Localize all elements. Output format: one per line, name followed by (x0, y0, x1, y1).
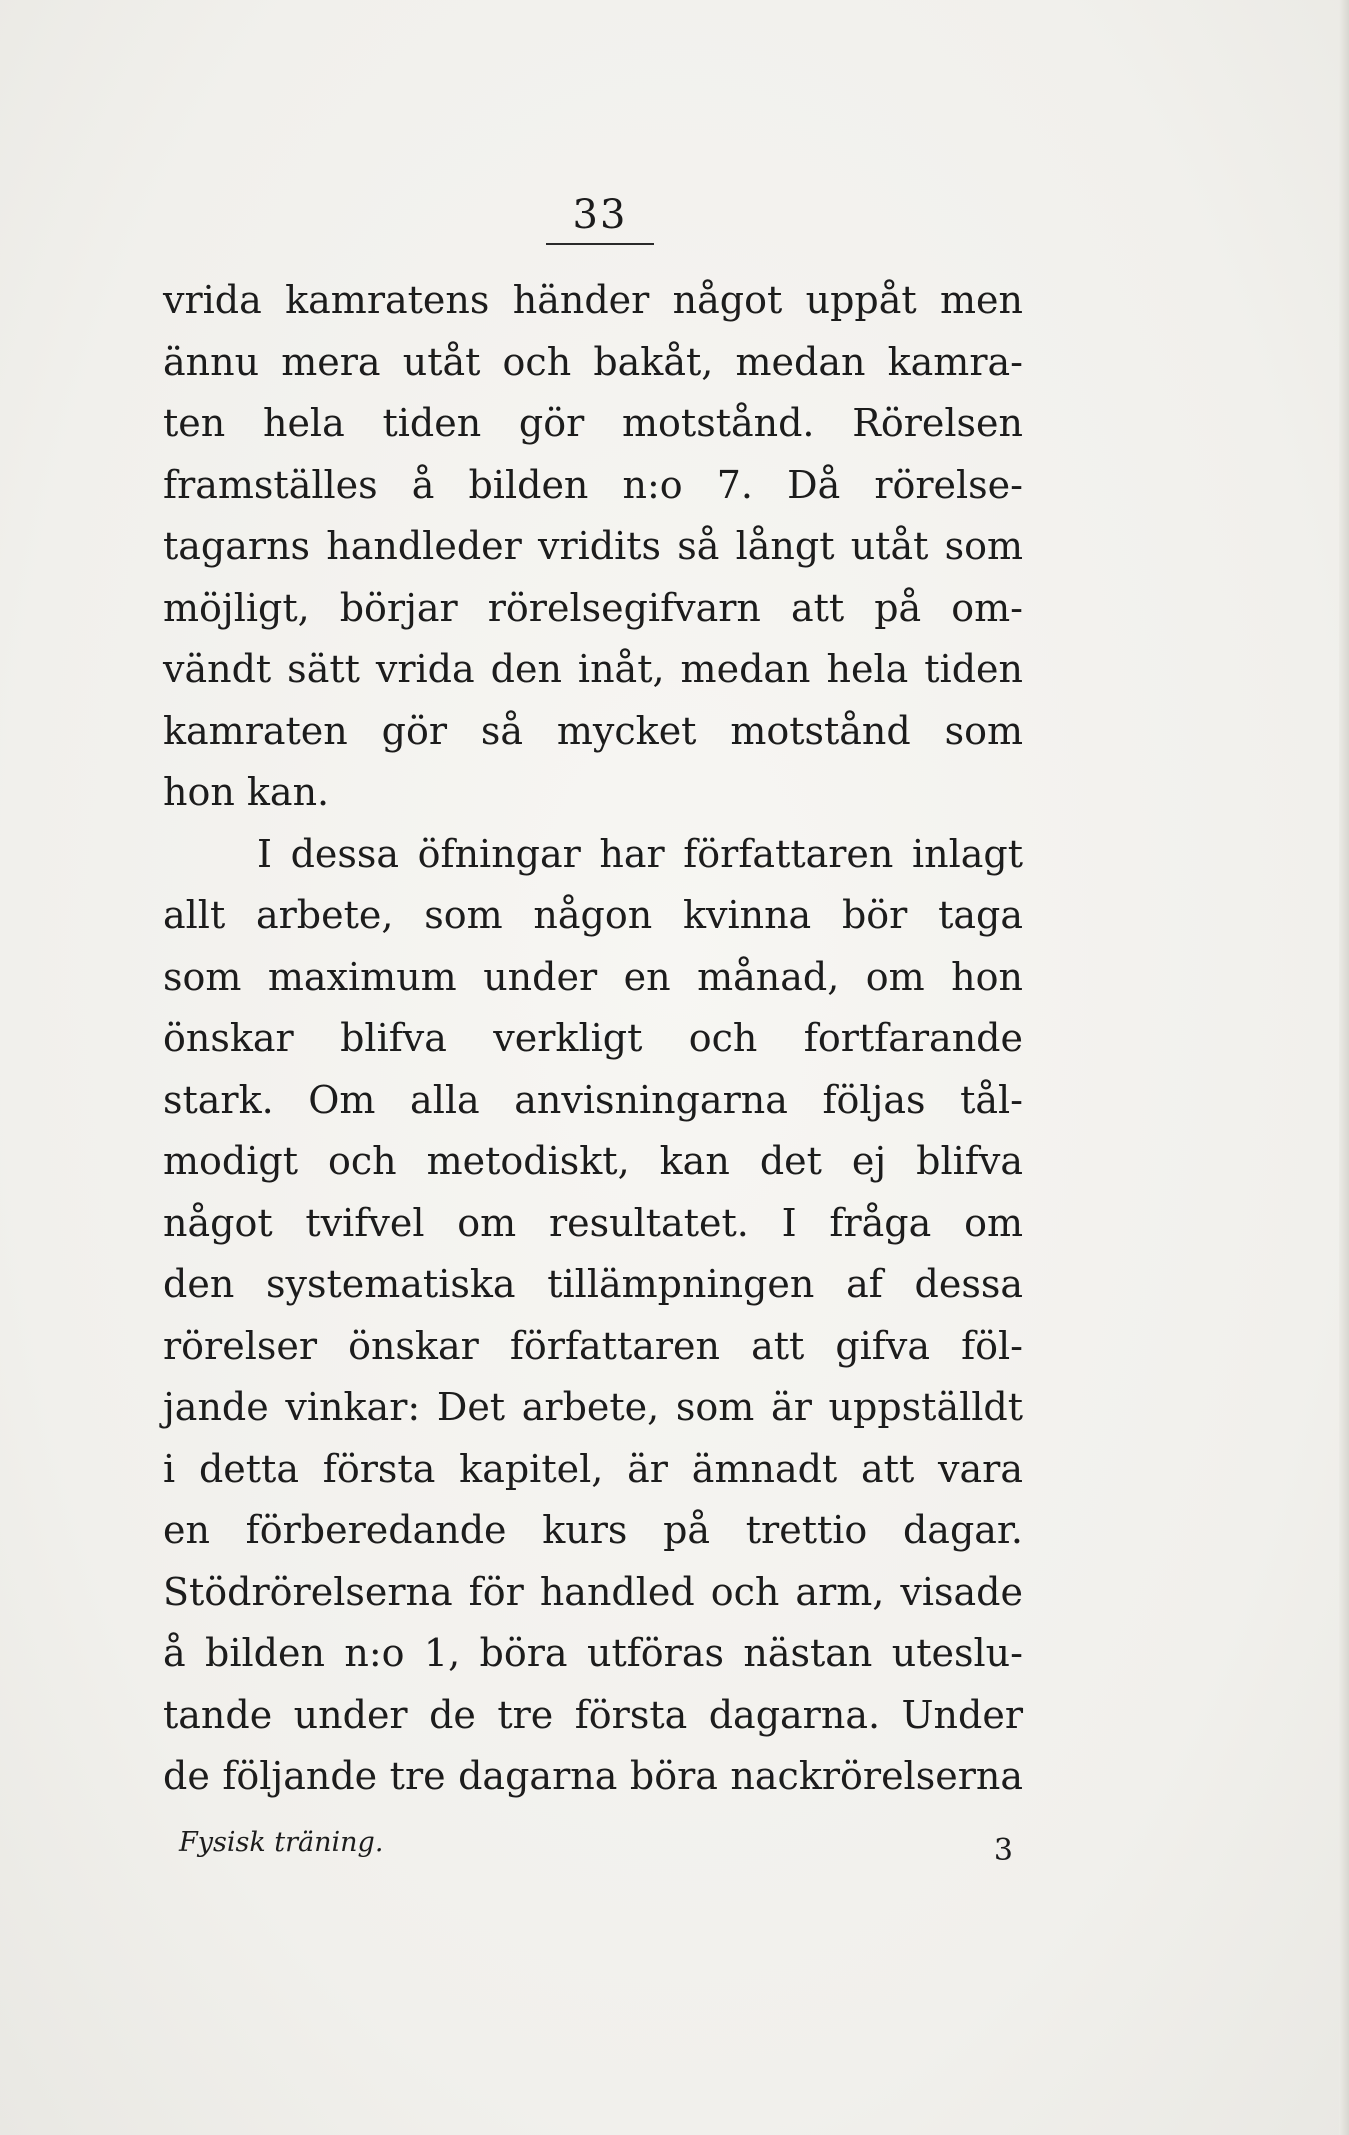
footer-book-title: Fysisk träning. (179, 1827, 384, 1858)
signature-mark: 3 (993, 1833, 1013, 1868)
text-line: rörelser önskar författaren att gifva föl- (163, 1323, 1023, 1368)
text-line: modigt och metodiskt, kan det ej blifva (163, 1139, 1023, 1183)
text-line: ten hela tiden gör motstånd. Rörelsen (163, 401, 1023, 445)
paragraph-start-line: I dessa öfningar har författaren inlagt (257, 831, 1023, 876)
page-footer (163, 1825, 1013, 1868)
text-line: jande vinkar: Det arbete, som är uppställdt (163, 1385, 1023, 1429)
text-line: framställes å bilden n:o 7. Då rörelse- (163, 462, 1023, 507)
text-line: allt arbete, som någon kvinna bör taga (163, 893, 1023, 937)
text-line: i detta första kapitel, är ämnadt att vara (163, 1446, 1023, 1491)
text-line: möjligt, börjar rörelsegifvarn att på om- (163, 585, 1023, 630)
text-line: vändt sätt vrida den inåt, medan hela tiden (163, 647, 1023, 691)
text-line: tagarns handleder vridits så långt utåt som (163, 524, 1023, 568)
text-line: ännu mera utåt och bakåt, medan kamra- (163, 339, 1023, 384)
text-line: de följande tre dagarna böra nackrörelserna (163, 1754, 1023, 1798)
page-number-rule (546, 243, 654, 245)
page-number: 33 (572, 192, 628, 238)
text-line: å bilden n:o 1, böra utföras nästan uteslu- (163, 1631, 1023, 1675)
text-line: stark. Om alla anvisningarna följas tål- (163, 1077, 1023, 1122)
body-text (163, 270, 1023, 1808)
text-line: som maximum under en månad, om hon (163, 954, 1023, 999)
text-line: vrida kamratens händer något uppåt men (163, 278, 1023, 322)
text-line: en förberedande kurs på trettio dagar. (163, 1508, 1023, 1552)
text-line: kamraten gör så mycket motstånd som (163, 708, 1023, 753)
paragraph-end-line: hon kan. (163, 770, 330, 814)
text-line: den systematiska tillämpningen af dessa (163, 1262, 1023, 1306)
text-line: Stödrörelserna för handled och arm, visade (163, 1569, 1023, 1614)
page-edge-shadow (1339, 0, 1349, 2135)
text-line: tande under de tre första dagarna. Under (163, 1692, 1023, 1737)
text-line: något tvifvel om resultatet. I fråga om (163, 1200, 1023, 1245)
text-line: önskar blifva verkligt och fortfarande (163, 1016, 1023, 1060)
